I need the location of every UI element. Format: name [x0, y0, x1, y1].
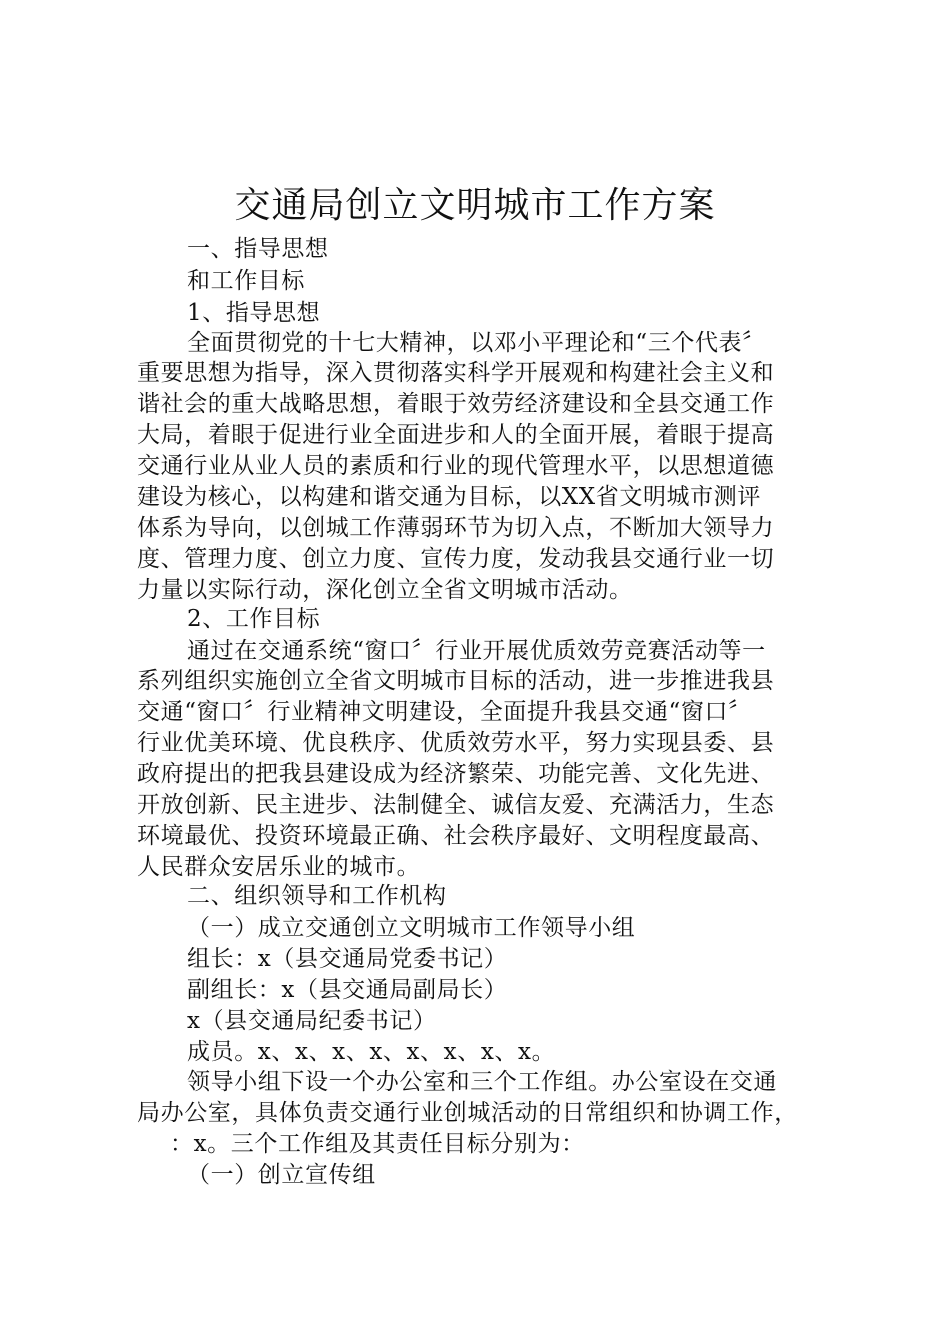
paragraph-line: 交通“窗口〞行业精神文明建设，全面提升我县交通“窗口〞 — [137, 699, 752, 725]
paragraph-line: ：x。三个工作组及其责任目标分别为： — [170, 1131, 585, 1157]
subsection-heading-work-goals: 2、工作目标 — [187, 606, 321, 632]
paragraph-line: 人民群众安居乐业的城市。 — [137, 854, 421, 880]
section-heading-organization: 二、组织领导和工作机构 — [187, 883, 447, 909]
paragraph-line: 谐社会的重大战略思想，着眼于效劳经济建设和全县交通工作 — [137, 391, 775, 417]
document-title: 交通局创立文明城市工作方案 — [234, 185, 716, 226]
deputy-leader-line: 副组长：x（县交通局副局长） — [187, 977, 508, 1003]
paragraph-line: 环境最优、投资环境最正确、社会秩序最好、文明程度最高、 — [137, 823, 775, 849]
paragraph-line: 建设为核心，以构建和谐交通为目标，以XX省文明城市测评 — [137, 484, 761, 510]
paragraph-line: 政府提出的把我县建设成为经济繁荣、功能完善、文化先进、 — [137, 761, 775, 787]
members-line: 成员。x、x、x、x、x、x、x、x。 — [187, 1039, 556, 1065]
paragraph-line: 局办公室，具体负责交通行业创城活动的日常组织和协调工作， — [137, 1100, 798, 1126]
paragraph-line: 行业优美环境、优良秩序、优质效劳水平，努力实现县委、县 — [137, 730, 775, 756]
paragraph-line: 交通行业从业人员的素质和行业的现代管理水平，以思想道德 — [137, 453, 775, 479]
subsection-heading-publicity-group: （一）创立宣传组 — [187, 1162, 376, 1188]
section-heading-continuation: 和工作目标 — [187, 268, 305, 294]
paragraph-line: 体系为导向，以创城工作薄弱环节为切入点，不断加大领导力 — [137, 515, 775, 541]
paragraph-line: 力量以实际行动，深化创立全省文明城市活动。 — [137, 577, 633, 603]
paragraph-line: 度、管理力度、创立力度、宣传力度，发动我县交通行业一切 — [137, 546, 775, 572]
paragraph-line: 领导小组下设一个办公室和三个工作组。办公室设在交通 — [187, 1069, 777, 1095]
paragraph-line: 系列组织实施创立全省文明城市目标的活动，进一步推进我县 — [137, 668, 775, 694]
subsection-heading-guiding-ideology: 1、指导思想 — [187, 300, 321, 326]
section-heading-guiding-ideology: 一、指导思想 — [187, 236, 329, 262]
paragraph-line: 开放创新、民主进步、法制健全、诚信友爱、充满活力，生态 — [137, 792, 775, 818]
subsection-heading-leadership-group: （一）成立交通创立文明城市工作领导小组 — [187, 915, 636, 941]
paragraph-line: 重要思想为指导，深入贯彻落实科学开展观和构建社会主义和 — [137, 360, 775, 386]
paragraph-line: 通过在交通系统“窗口〞行业开展优质效劳竞赛活动等一 — [187, 638, 766, 664]
paragraph-line: 全面贯彻党的十七大精神，以邓小平理论和“三个代表〞 — [187, 330, 766, 356]
group-leader-line: 组长：x（县交通局党委书记） — [187, 946, 508, 972]
deputy-leader-line: x（县交通局纪委书记） — [187, 1008, 437, 1034]
paragraph-line: 大局，着眼于促进行业全面进步和人的全面开展，着眼于提高 — [137, 422, 775, 448]
